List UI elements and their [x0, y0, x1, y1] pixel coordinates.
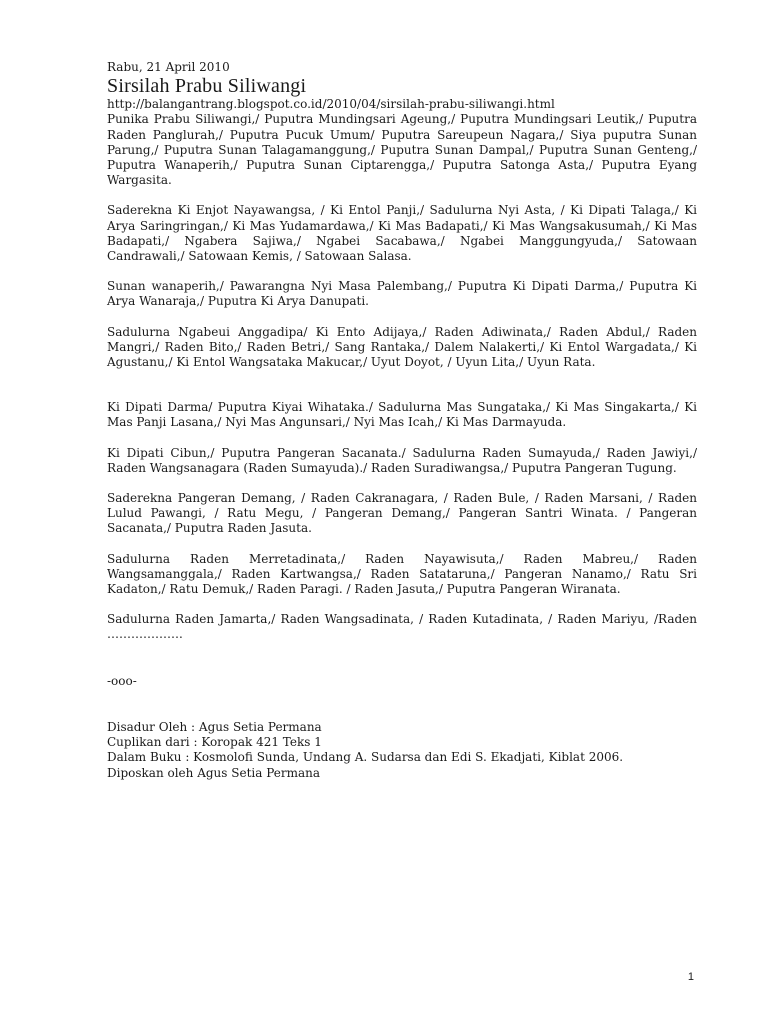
paragraph-gap	[107, 310, 697, 325]
page-number: 1	[687, 971, 694, 983]
post-url[interactable]: http://balangantrang.blogspot.co.id/2010/04/sirsilah-prabu-siliwangi.html	[107, 97, 555, 112]
paragraph-7: Saderekna Pangeran Demang, / Raden Cakranagara, / Raden Bule, / Raden Marsani, / Raden Lulud Pawangi, / Ratu Megu, / Pangeran Demang,/ Pangeran Santri Winata. / Pangeran Sacanata,/ Puputra Raden Jasuta.	[107, 491, 697, 536]
paragraph-6: Ki Dipati Cibun,/ Puputra Pangeran Sacanata./ Sadulurna Raden Sumayuda,/ Raden Jawiyi,/ Raden Wangsanagara (Raden Sumayuda)./ Raden Suradiwangsa,/ Puputra Pangeran Tugung.	[107, 445, 697, 475]
credit-book: Dalam Buku : Kosmolofi Sunda, Undang A. Sudarsa dan Edi S. Ekadjati, Kiblat 2006.	[107, 750, 624, 765]
credit-posted-by: Diposkan oleh Agus Setia Permana	[107, 765, 320, 780]
paragraph-8: Sadulurna Raden Merretadinata,/ Raden Nayawisuta,/ Raden Mabreu,/ Raden Wangsamanggala,/ Raden Kartwangsa,/ Raden Satataruna,/ Pangeran Nanamo,/ Ratu Sri Kadaton,/ Ratu Demuk,/ Raden Paragi. / Raden Jasuta,/ Puputra Pangeran Wiranata.	[107, 551, 697, 597]
post-date: Rabu, 21 April 2010	[107, 60, 230, 74]
post-title: Sirsilah Prabu Siliwangi	[107, 75, 307, 98]
paragraph-gap	[107, 431, 697, 446]
section-gap	[107, 689, 697, 720]
paragraph-gap	[107, 597, 697, 612]
paragraph-2: Saderekna Ki Enjot Nayawangsa, / Ki Entol Panji,/ Sadulurna Nyi Asta, / Ki Dipati Talaga,/ Ki Arya Saringringan,/ Ki Mas Yudamardawa,/ Ki Mas Badapati,/ Ki Mas Wangsakusumah,/ Ki Mas Badapati,/ Ngabera Sajiwa,/ Ngabei Sacabawa,/ Ngabei Manggungyuda,/ Satowaan Candrawali,/ Satowaan Kemis, / Satowaan Salasa.	[107, 203, 697, 264]
paragraph-gap	[107, 476, 697, 491]
separator: -ooo-	[107, 673, 137, 688]
paragraph-4: Sadulurna Ngabeui Anggadipa/ Ki Ento Adijaya,/ Raden Adiwinata,/ Raden Abdul,/ Raden Mangri,/ Raden Bito,/ Raden Betri,/ Sang Rantaka,/ Dalem Nalakerti,/ Ki Entol Wargadata,/ Ki Agustanu,/ Ki Entol Wangsataka Makucar,/ Uyut Doyot, / Uyun Lita,/ Uyun Rata.	[107, 324, 697, 370]
paragraph-3: Sunan wanaperih,/ Pawarangna Nyi Masa Palembang,/ Puputra Ki Dipati Darma,/ Puputra Ki Arya Wanaraja,/ Puputra Ki Arya Danupati.	[107, 279, 697, 309]
document-page	[107, 60, 697, 781]
paragraph-1: Punika Prabu Siliwangi,/ Puputra Mundingsari Ageung,/ Puputra Mundingsari Leutik,/ Puputra Raden Panglurah,/ Puputra Pucuk Umum/ Puputra Sareupeun Nagara,/ Siya puputra Sunan Parung,/ Puputra Sunan Talagamanggung,/ Puputra Sunan Dampal,/ Puputra Sunan Genteng,/ Puputra Wanaperih,/ Puputra Sunan Ciptarengga,/ Puputra Satonga Asta,/ Puputra Eyang Wargasita.	[107, 112, 697, 188]
section-gap	[107, 643, 697, 674]
paragraph-gap	[107, 537, 697, 552]
paragraph-gap	[107, 264, 697, 279]
paragraph-gap	[107, 370, 697, 400]
credits	[107, 720, 697, 781]
paragraph-5: Ki Dipati Darma/ Puputra Kiyai Wihataka./ Sadulurna Mas Sungataka,/ Ki Mas Singakarta,/ Ki Mas Panji Lasana,/ Nyi Mas Angunsari,/ Nyi Mas Icah,/ Ki Mas Darmayuda.	[107, 400, 697, 430]
paragraph-9: Sadulurna Raden Jamarta,/ Raden Wangsadinata, / Raden Kutadinata, / Raden Mariyu, /Raden ……………….	[107, 612, 697, 642]
credit-excerpt-from: Cuplikan dari : Koropak 421 Teks 1	[107, 735, 322, 750]
paragraph-gap	[107, 188, 697, 203]
credit-adapted-by: Disadur Oleh : Agus Setia Permana	[107, 719, 322, 734]
